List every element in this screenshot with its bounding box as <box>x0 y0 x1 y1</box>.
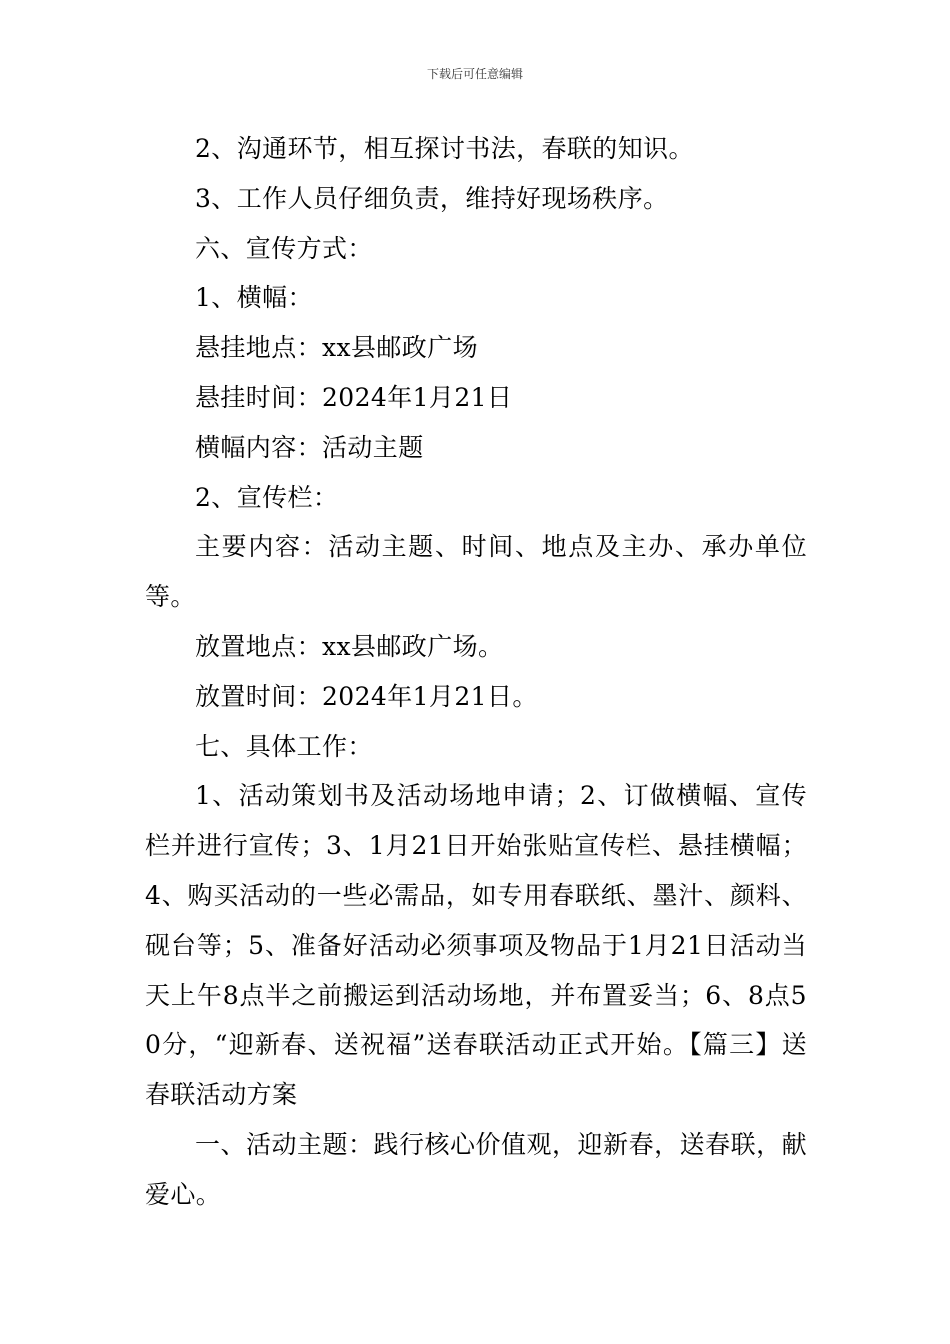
section-heading: 七、具体工作： <box>195 731 373 761</box>
page-header-note: 下载后可任意编辑 <box>426 67 523 81</box>
paragraph: 主要内容：活动主题、时间、地点及主办、承办单位等。 <box>145 532 807 612</box>
paragraph: 悬挂时间：2024年1月21日 <box>195 382 513 412</box>
section-heading: 六、宣传方式： <box>195 233 373 263</box>
paragraph: 1、横幅： <box>195 283 313 313</box>
paragraph: 放置地点：xx县邮政广场。 <box>195 631 504 661</box>
paragraph: 3、工作人员仔细负责，维持好现场秩序。 <box>195 183 669 213</box>
paragraph: 一、活动主题：践行核心价值观，迎新春，送春联，献爱心。 <box>145 1129 807 1209</box>
paragraph: 横幅内容：活动主题 <box>195 432 424 462</box>
paragraph: 放置时间：2024年1月21日。 <box>195 681 538 711</box>
document-body <box>145 124 807 1220</box>
paragraph: 2、宣传栏： <box>195 482 339 512</box>
paragraph: 悬挂地点：xx县邮政广场 <box>195 333 478 363</box>
paragraph: 1、活动策划书及活动场地申请；2、订做横幅、宣传栏并进行宣传；3、1月21日开始张贴宣传栏、悬挂横幅；4、购买活动的一些必需品，如专用春联纸、墨汁、颜料、砚台等；5、准备好活动必须事项及物品于1月21日活动当天上午8点半之前搬运到活动场地，并布置妥当；6、8点50分，“迎新春、送祝福”送春联活动正式开始。【篇三】送春联活动方案 <box>145 781 807 1110</box>
paragraph: 2、沟通环节，相互探讨书法，春联的知识。 <box>195 134 694 163</box>
